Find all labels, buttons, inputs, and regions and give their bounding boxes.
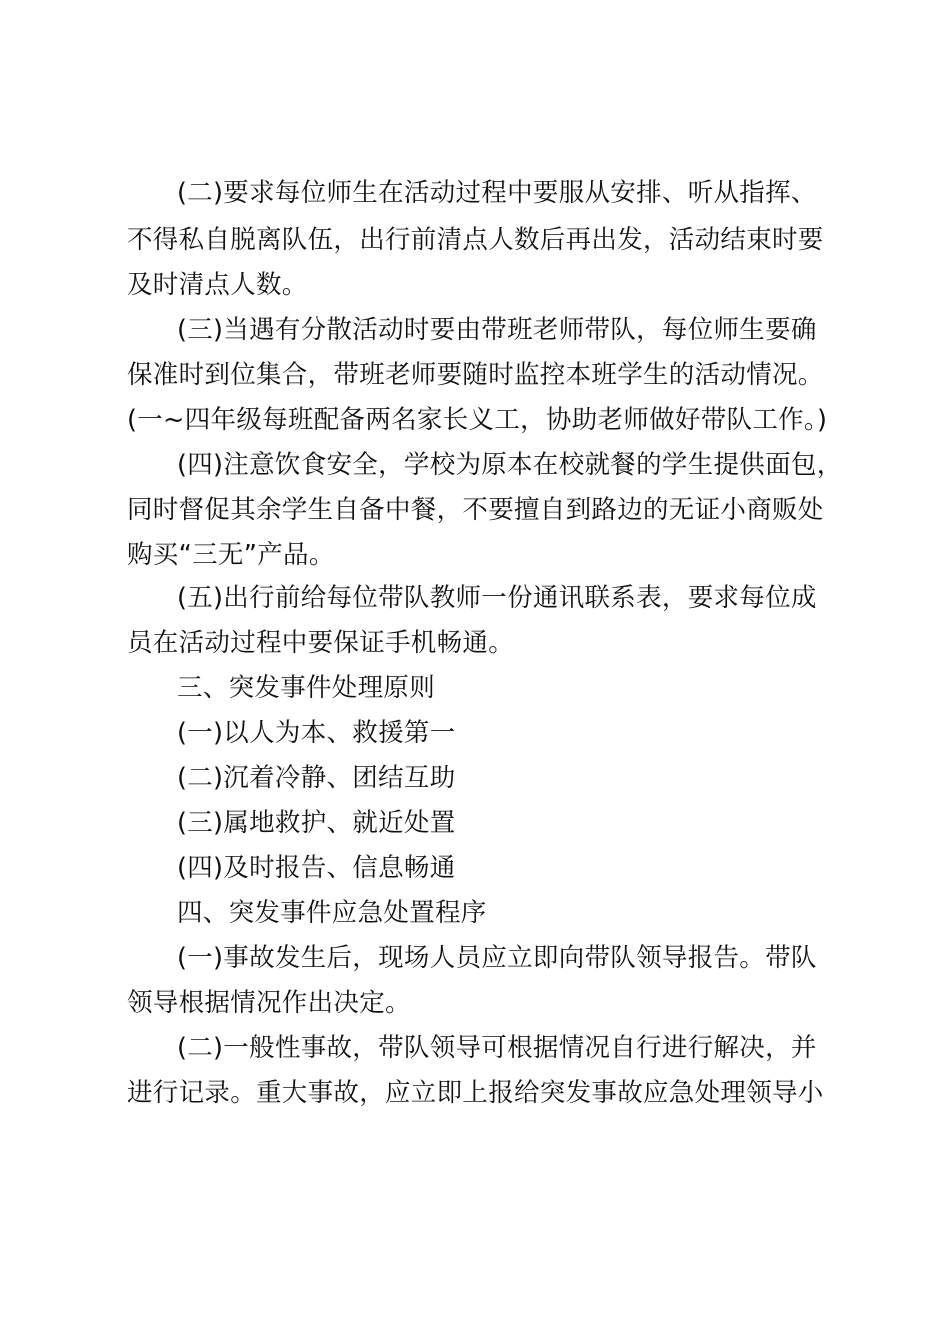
principle-item-3: (三)属地救护、就近处置 [177,808,456,838]
paragraph-5-line-1: (五)出行前给每位带队教师一份通讯联系表，要求每位成 [177,583,817,613]
paragraph-2-line-1: (二)要求每位师生在活动过程中要服从安排、听从指挥、 [177,178,817,208]
procedure-1-line-2: 领导根据情况作出决定。 [127,988,411,1018]
paragraph-3-line-2: 保准时到位集合，带班老师要随时监控本班学生的活动情况。 [127,360,824,390]
paragraph-5-line-2: 员在活动过程中要保证手机畅通。 [127,628,515,658]
paragraph-4-line-3: 购买“三无”产品。 [127,540,335,570]
paragraph-3-note: (一~四年级每班配备两名家长义工，协助老师做好带队工作。) [127,405,828,435]
principle-item-4: (四)及时报告、信息畅通 [177,853,456,883]
section-heading-3: 三、突发事件处理原则 [177,673,436,703]
paragraph-3-line-1: (三)当遇有分散活动时要由带班老师带队，每位师生要确 [177,315,817,345]
procedure-1-line-1: (一)事故发生后，现场人员应立即向带队领导报告。带队 [177,943,817,973]
paragraph-4-line-2: 同时督促其余学生自备中餐，不要擅自到路边的无证小商贩处 [127,495,824,525]
procedure-2-line-2: 进行记录。重大事故，应立即上报给突发事故应急处理领导小 [127,1078,824,1108]
principle-item-1: (一)以人为本、救援第一 [177,718,456,748]
paragraph-2-line-3: 及时清点人数。 [127,270,308,300]
section-heading-4: 四、突发事件应急处置程序 [177,898,487,928]
paragraph-2-line-2: 不得私自脱离队伍，出行前清点人数后再出发，活动结束时要 [127,225,824,255]
principle-item-2: (二)沉着冷静、团结互助 [177,763,456,793]
procedure-2-line-1: (二)一般性事故，带队领导可根据情况自行进行解决，并 [177,1033,817,1063]
paragraph-4-line-1: (四)注意饮食安全，学校为原本在校就餐的学生提供面包， [177,450,843,480]
